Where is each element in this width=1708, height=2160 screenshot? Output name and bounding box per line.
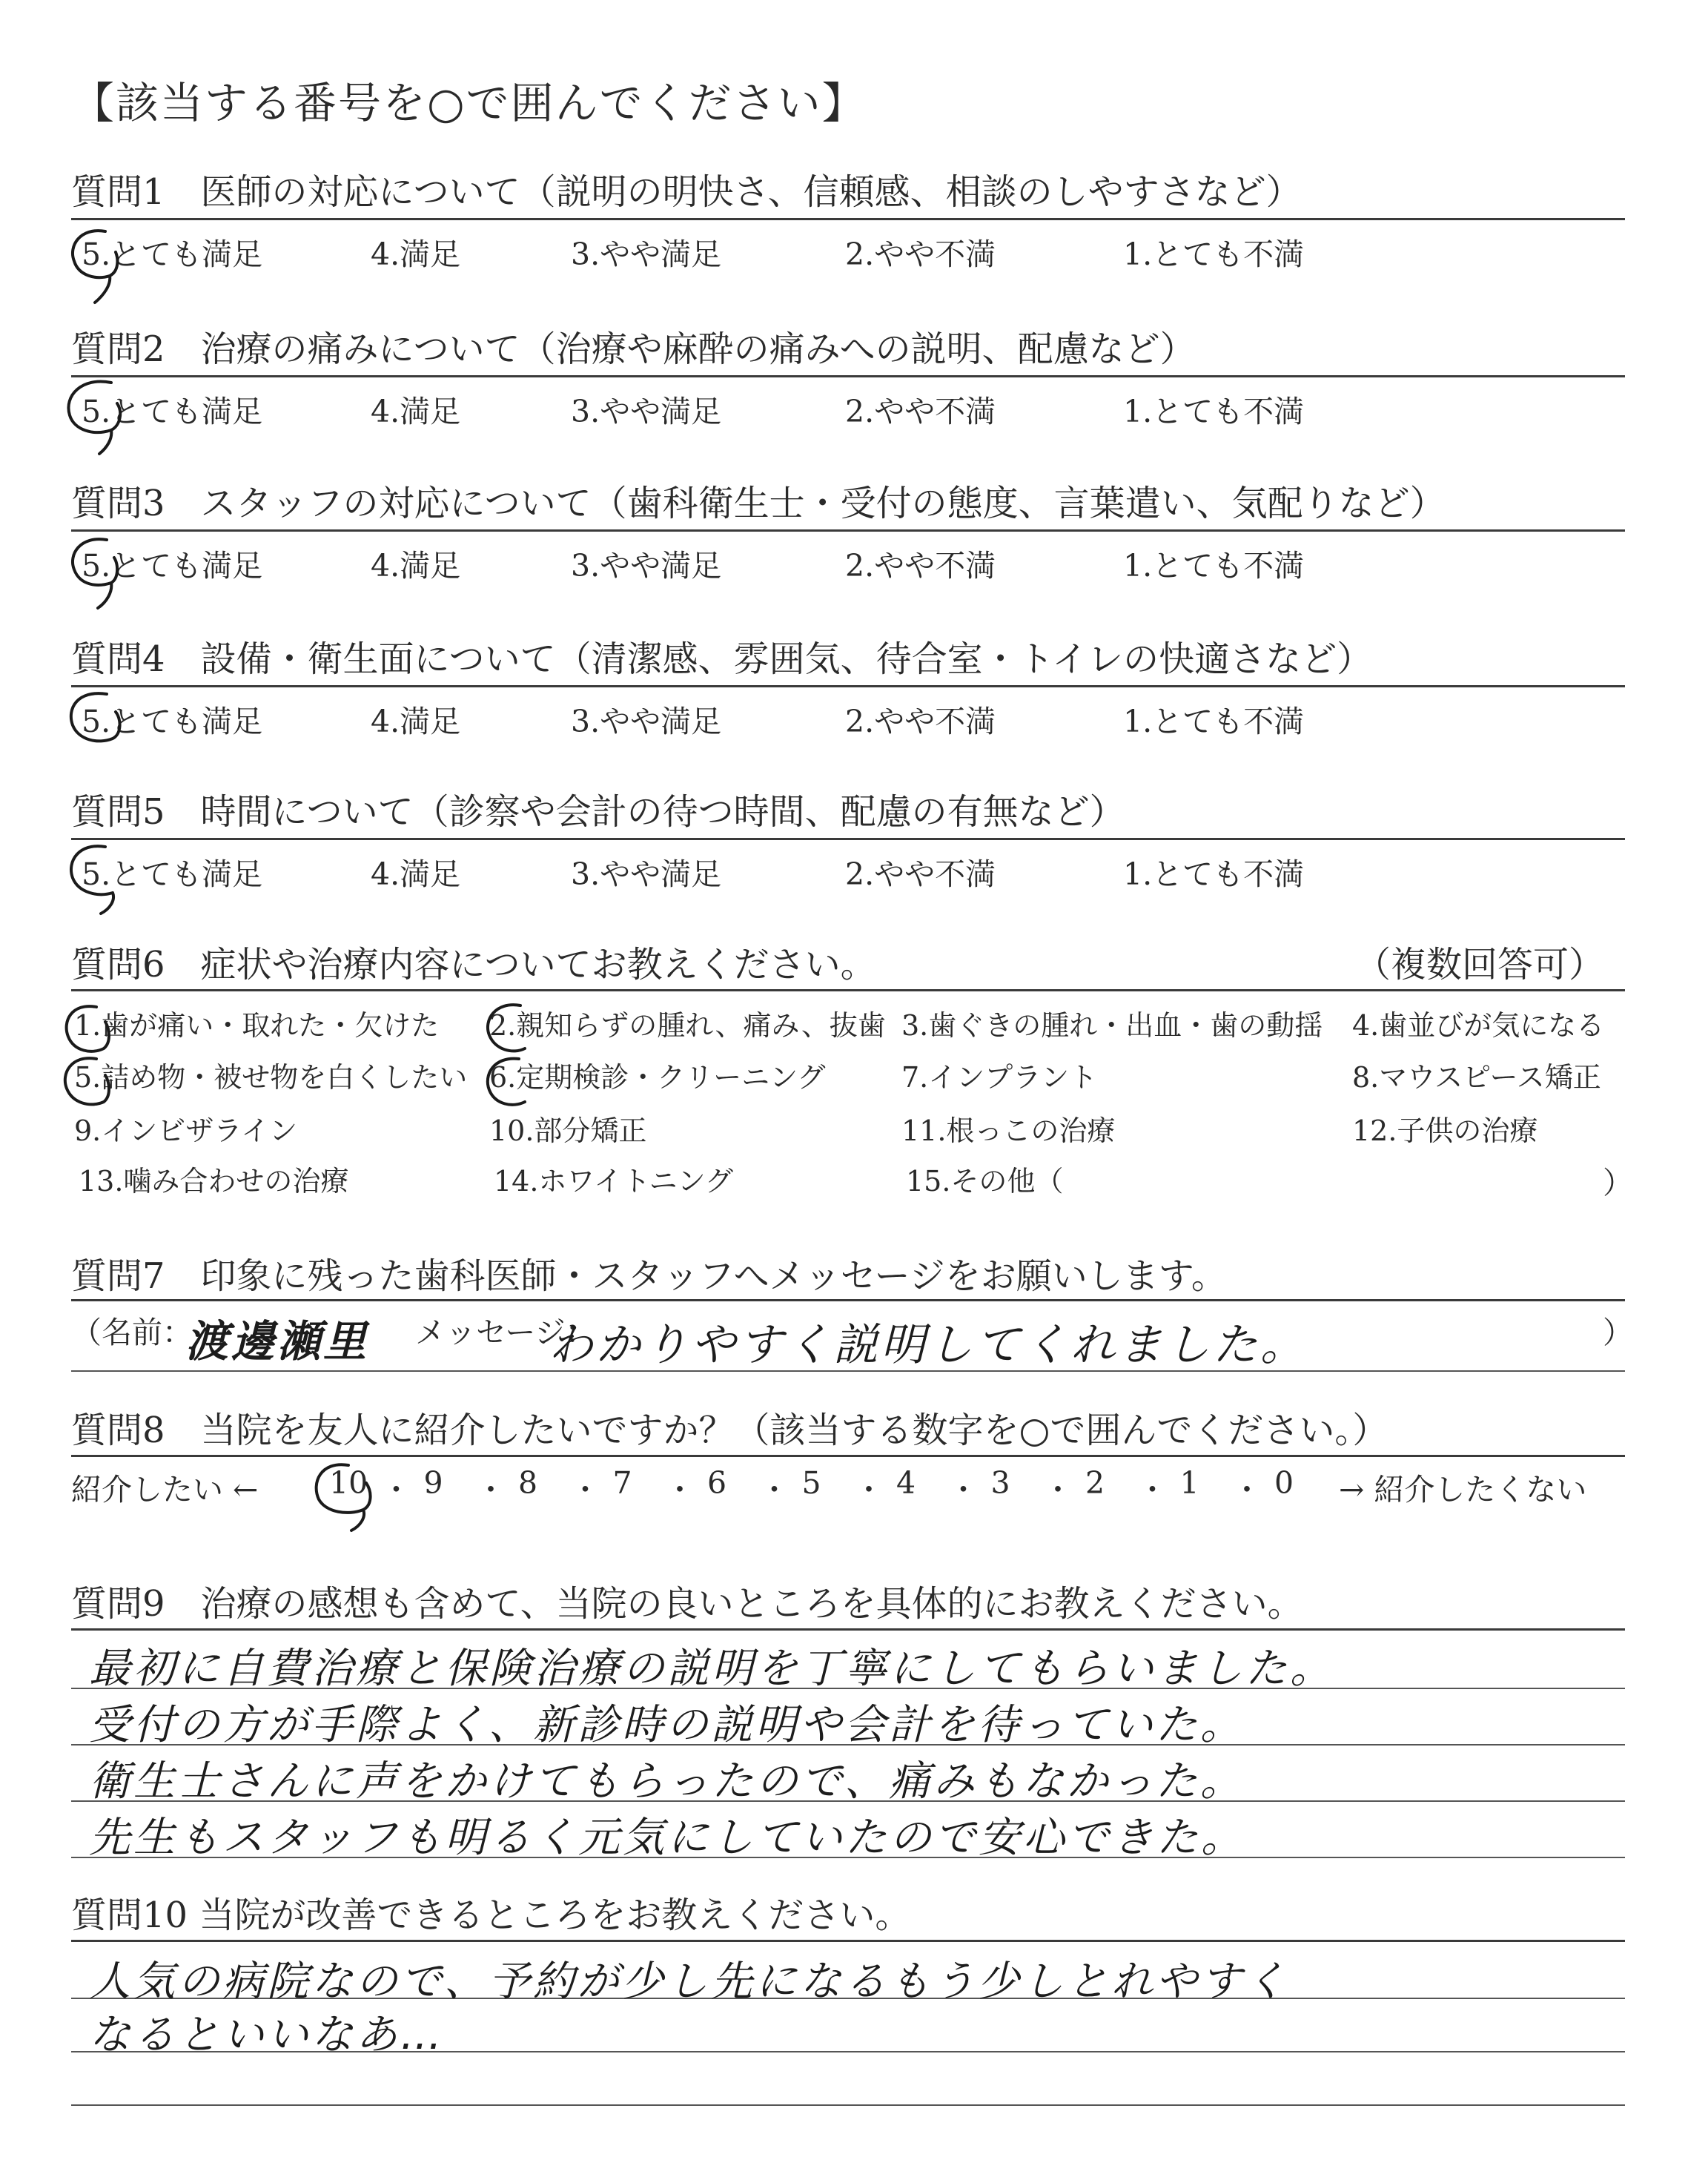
q8-scale-separator: ・ xyxy=(1137,1472,1168,1507)
q2-circle-mark xyxy=(68,382,120,454)
q6-close-paren: ） xyxy=(1603,1165,1633,1200)
q6-opt2-circle-mark xyxy=(488,1005,525,1051)
q9-handwritten-line[interactable]: 受付の方が手際よく、新診時の説明や会計を待っていた。 xyxy=(89,1701,1245,1749)
q10-title: 質問10 当院が改善できるところをお教えください。 xyxy=(71,1895,911,1936)
q2-option-4[interactable]: 4.満足 xyxy=(371,394,461,429)
q8-scale-0[interactable]: 0 xyxy=(1274,1465,1294,1501)
q6-option-13[interactable]: 13.噛み合わせの治療 xyxy=(79,1165,349,1198)
q7-message-label: メッセージ： xyxy=(415,1315,596,1350)
q7-name-label: （名前： xyxy=(71,1315,193,1350)
q1-title: 質問1 医師の対応について（説明の明快さ、信頼感、相談のしやすさなど） xyxy=(71,171,1302,213)
q8-scale-1[interactable]: 1 xyxy=(1179,1465,1199,1501)
q9-handwritten-line[interactable]: 先生もスタッフも明るく元気にしていたので安心できた。 xyxy=(89,1814,1245,1862)
q4-option-2[interactable]: 2.やや不満 xyxy=(845,704,996,739)
q8-scale-5[interactable]: 5 xyxy=(801,1465,821,1501)
q1-option-3[interactable]: 3.やや満足 xyxy=(571,237,722,272)
q5-circle-mark xyxy=(71,846,113,914)
q5-option-2[interactable]: 2.やや不満 xyxy=(845,856,996,892)
q1-option-2[interactable]: 2.やや不満 xyxy=(845,237,996,272)
q4-circle-mark xyxy=(71,693,120,741)
q6-option-7[interactable]: 7.インプラント xyxy=(901,1061,1098,1094)
q8-circle-mark xyxy=(317,1464,371,1530)
q6-option-5[interactable]: 5.詰め物・被せ物を白くしたい xyxy=(74,1061,468,1094)
q8-scale-7[interactable]: 7 xyxy=(612,1465,632,1501)
q6-option-1[interactable]: 1.歯が痛い・取れた・欠けた xyxy=(74,1009,440,1042)
q6-option-14[interactable]: 14.ホワイトニング xyxy=(494,1165,734,1198)
q5-option-5[interactable]: 5.とても満足 xyxy=(82,856,263,892)
q8-scale-separator: ・ xyxy=(853,1472,884,1507)
q4-option-5[interactable]: 5.とても満足 xyxy=(82,704,263,739)
q8-scale-3[interactable]: 3 xyxy=(990,1465,1010,1501)
q4-option-1[interactable]: 1.とても不満 xyxy=(1123,704,1305,739)
q5-option-1[interactable]: 1.とても不満 xyxy=(1123,856,1305,892)
q9-handwritten-line[interactable]: 衛生士さんに声をかけてもらったので、痛みもなかった。 xyxy=(89,1757,1245,1806)
q2-title: 質問2 治療の痛みについて（治療や麻酔の痛みへの説明、配慮など） xyxy=(71,328,1196,370)
q8-scale-6[interactable]: 6 xyxy=(707,1465,727,1501)
q8-right-label: → 紹介したくない xyxy=(1339,1472,1587,1507)
q2-option-5[interactable]: 5.とても満足 xyxy=(82,394,263,429)
q3-option-2[interactable]: 2.やや不満 xyxy=(845,548,996,584)
q3-circle-mark xyxy=(73,539,117,608)
q6-option-2[interactable]: 2.親知らずの腫れ、痛み、抜歯 xyxy=(489,1009,886,1042)
q7-name-value[interactable]: 渡邊瀬里 xyxy=(185,1316,370,1367)
q1-option-5[interactable]: 5.とても満足 xyxy=(82,237,263,272)
q1-option-1[interactable]: 1.とても不満 xyxy=(1123,237,1305,272)
q8-scale-separator: ・ xyxy=(381,1472,411,1507)
q8-scale-2[interactable]: 2 xyxy=(1085,1465,1105,1501)
q6-opt1-circle-mark xyxy=(67,1006,109,1051)
q3-option-5[interactable]: 5.とても満足 xyxy=(82,548,263,584)
q8-scale-separator: ・ xyxy=(664,1472,695,1507)
q8-scale-separator: ・ xyxy=(1231,1472,1262,1507)
q1-circle-mark xyxy=(73,231,117,303)
q10-handwritten-line[interactable]: なるといいなあ… xyxy=(89,2011,445,2059)
q6-option-8[interactable]: 8.マウスピース矯正 xyxy=(1352,1061,1601,1094)
q8-scale-separator: ・ xyxy=(475,1472,506,1507)
q7-title: 質問7 印象に残った歯科医師・スタッフへメッセージをお願いします。 xyxy=(71,1255,1227,1297)
q6-option-10[interactable]: 10.部分矯正 xyxy=(489,1114,647,1147)
q6-option-6[interactable]: 6.定期検診・クリーニング xyxy=(489,1061,826,1094)
q1-option-4[interactable]: 4.満足 xyxy=(371,237,461,272)
q6-option-11[interactable]: 11.根っこの治療 xyxy=(901,1114,1116,1147)
q2-option-1[interactable]: 1.とても不満 xyxy=(1123,394,1305,429)
q8-scale-10[interactable]: 10 xyxy=(329,1465,368,1501)
q6-option-9[interactable]: 9.インビザライン xyxy=(74,1114,298,1147)
q8-scale-4[interactable]: 4 xyxy=(896,1465,916,1501)
q6-opt5-circle-mark xyxy=(65,1058,109,1104)
q9-handwritten-line[interactable]: 最初に自費治療と保険治療の説明を丁寧にしてもらいました。 xyxy=(89,1645,1334,1693)
q6-option-12[interactable]: 12.子供の治療 xyxy=(1352,1114,1538,1147)
q3-title: 質問3 スタッフの対応について（歯科衛生士・受付の態度、言葉遣い、気配りなど） xyxy=(71,483,1446,524)
q10-handwritten-line[interactable]: 人気の病院なので、予約が少し先になるもう少しとれやすく xyxy=(89,1958,1289,2006)
q7-message-value[interactable]: わかりやすく説明してくれました。 xyxy=(549,1319,1308,1371)
q6-note: （複数回答可） xyxy=(1355,944,1605,985)
q8-title: 質問8 当院を友人に紹介したいですか？（該当する数字を○で囲んでください。） xyxy=(71,1410,1388,1451)
q3-option-3[interactable]: 3.やや満足 xyxy=(571,548,722,584)
q8-left-label: 紹介したい ← xyxy=(71,1472,259,1507)
q8-scale-separator: ・ xyxy=(570,1472,600,1507)
q2-option-3[interactable]: 3.やや満足 xyxy=(571,394,722,429)
q6-option-3[interactable]: 3.歯ぐきの腫れ・出血・歯の動揺 xyxy=(901,1009,1323,1042)
form-header: 【該当する番号を○で囲んでください】 xyxy=(71,78,867,128)
q8-scale-separator: ・ xyxy=(1042,1472,1073,1507)
q7-close-paren: ） xyxy=(1603,1315,1633,1350)
q6-option-15[interactable]: 15.その他（ xyxy=(906,1165,1064,1198)
q4-title: 質問4 設備・衛生面について（清潔感、雰囲気、待合室・トイレの快適さなど） xyxy=(71,638,1373,680)
q2-option-2[interactable]: 2.やや不満 xyxy=(845,394,996,429)
q3-option-4[interactable]: 4.満足 xyxy=(371,548,461,584)
q8-scale-separator: ・ xyxy=(759,1472,790,1507)
q8-scale-8[interactable]: 8 xyxy=(518,1465,538,1501)
q9-title: 質問9 治療の感想も含めて、当院の良いところを具体的にお教えください。 xyxy=(71,1583,1303,1625)
q6-opt6-circle-mark xyxy=(488,1059,525,1105)
q5-option-4[interactable]: 4.満足 xyxy=(371,856,461,892)
q8-scale-separator: ・ xyxy=(948,1472,979,1507)
q6-option-4[interactable]: 4.歯並びが気になる xyxy=(1352,1009,1605,1042)
q6-title: 質問6 症状や治療内容についてお教えください。 xyxy=(71,944,876,985)
q5-title: 質問5 時間について（診察や会計の待つ時間、配慮の有無など） xyxy=(71,791,1125,833)
q4-option-3[interactable]: 3.やや満足 xyxy=(571,704,722,739)
q3-option-1[interactable]: 1.とても不満 xyxy=(1123,548,1305,584)
q5-option-3[interactable]: 3.やや満足 xyxy=(571,856,722,892)
q8-scale-9[interactable]: 9 xyxy=(423,1465,443,1501)
q4-option-4[interactable]: 4.満足 xyxy=(371,704,461,739)
